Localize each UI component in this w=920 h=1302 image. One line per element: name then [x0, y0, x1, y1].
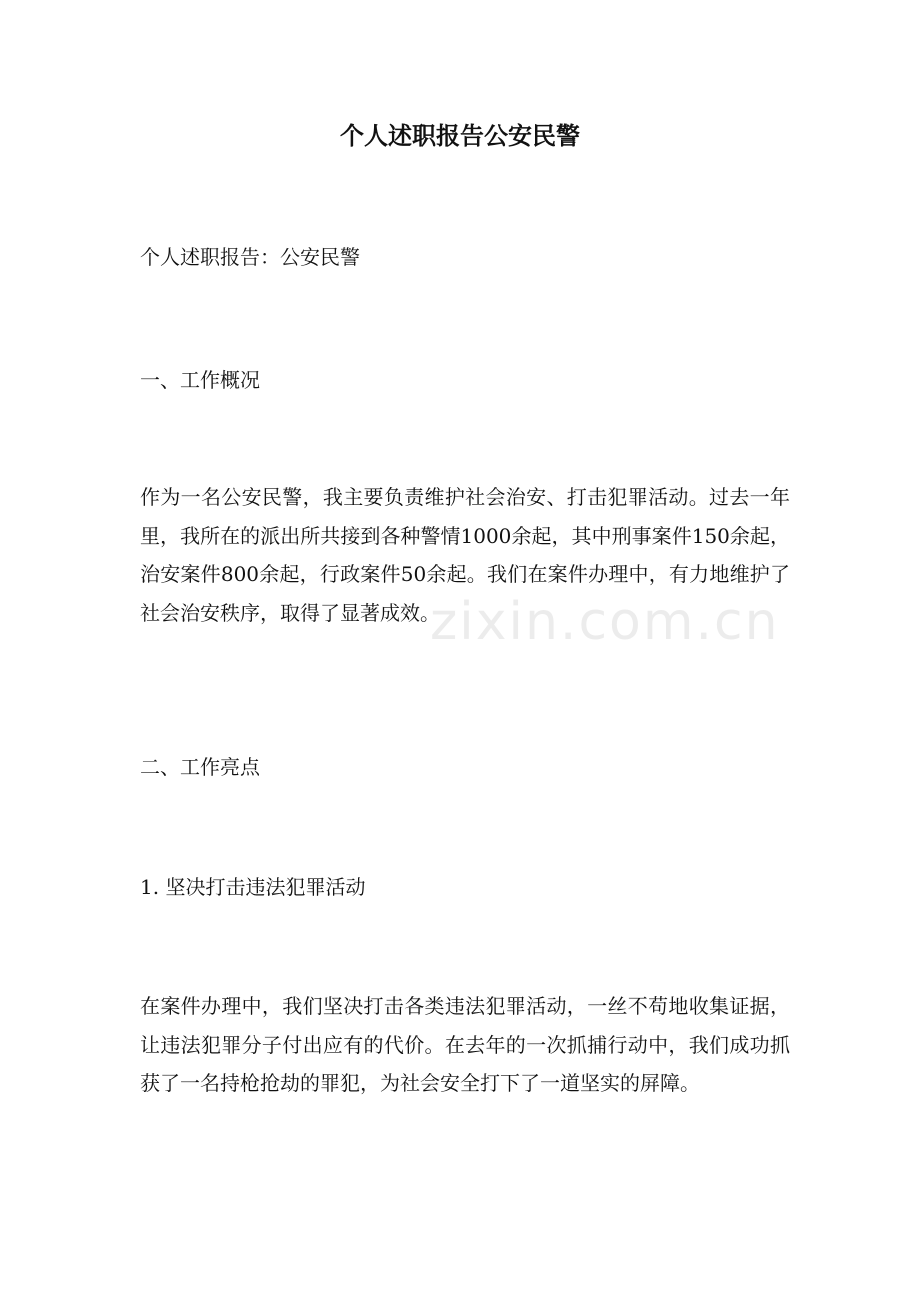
- section-heading-highlights: 二、工作亮点: [140, 755, 260, 779]
- overview-paragraph: 作为一名公安民警，我主要负责维护社会治安、打击犯罪活动。过去一年里，我所在的派出所共接到各种警情1000余起，其中刑事案件150余起，治安案件800余起，行政案件50余起。我们在案件办理中，有力地维护了社会治安秩序，取得了显著成效。: [140, 485, 790, 625]
- report-subtitle: 个人述职报告：公安民警: [140, 245, 360, 269]
- document-title: 个人述职报告公安民警: [340, 121, 580, 150]
- section-heading-overview: 一、工作概况: [140, 368, 260, 392]
- highlight-item-paragraph: 在案件办理中，我们坚决打击各类违法犯罪活动，一丝不苟地收集证据，让违法犯罪分子付出应有的代价。在去年的一次抓捕行动中，我们成功抓获了一名持枪抢劫的罪犯，为社会安全打下了一道坚实的屏障。: [140, 994, 790, 1095]
- highlight-item-heading: 1. 坚决打击违法犯罪活动: [140, 875, 366, 899]
- watermark-text: zixin.com.cn: [430, 592, 780, 652]
